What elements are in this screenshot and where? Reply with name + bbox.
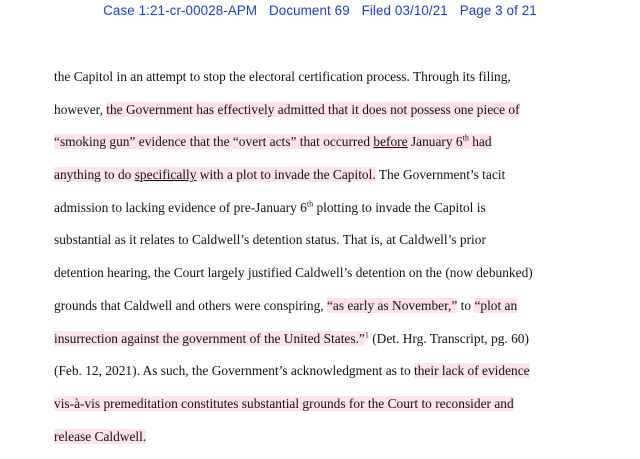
text-run: The Government’s tacit: [375, 167, 506, 183]
body-text: [54, 67, 584, 459]
underlined-text: specifically: [134, 167, 197, 183]
text-line: [54, 296, 584, 329]
text-run: “smoking gun” evidence that the “overt acts” that occurred: [54, 134, 374, 150]
highlighted-text: the Government has effectively admitted that it does not possess one piece of: [106, 101, 520, 117]
text-line: [54, 361, 584, 394]
highlighted-text: [54, 331, 365, 346]
case-number: Case 1:21-cr-00028-APM: [103, 3, 258, 18]
text-run: insurrection against the government of the United States.”: [54, 330, 365, 346]
highlighted-text: release Caldwell.: [54, 428, 147, 444]
highlighted-text: their lack of evidence: [414, 363, 530, 379]
text-run: detention hearing, the Court largely justified Caldwell’s detention on the (now debunked): [54, 265, 533, 281]
text-run: with a plot to invade the Capitol.: [196, 167, 376, 183]
text-line: [54, 67, 584, 100]
text-line: [54, 198, 584, 231]
text-line: [54, 230, 584, 263]
text-run: (Det. Hrg. Transcript, pg. 60): [368, 330, 529, 346]
footnote-marker: 1: [364, 330, 369, 340]
text-run: to: [457, 297, 475, 313]
text-run: the Capitol in an attempt to stop the electoral certification process. Through its filing,: [54, 69, 511, 84]
superscript: th: [306, 199, 314, 209]
underlined-text: before: [373, 134, 408, 150]
text-run: substantial as it relates to Caldwell’s detention status. That is, at Caldwell’s prior: [54, 232, 486, 248]
text-run: (Feb. 12, 2021). As such, the Government’s acknowledgment as to: [54, 363, 414, 379]
text-run: plotting to invade the Capitol is: [313, 199, 486, 215]
text-run: admission to lacking evidence of pre-January 6: [54, 199, 307, 215]
filed-date: Filed 03/10/21: [361, 3, 448, 18]
text-line: [54, 329, 584, 362]
text-line: [54, 394, 584, 427]
case-header: [0, 3, 640, 18]
text-run: had: [468, 134, 492, 150]
document-number: Document 69: [269, 3, 350, 18]
highlighted-text: “as early as November,”: [326, 297, 458, 313]
text-line: [54, 165, 584, 198]
superscript: th: [462, 133, 469, 143]
text-line: [54, 100, 584, 133]
text-run: January 6: [407, 134, 463, 150]
text-line: [54, 427, 584, 459]
text-run: grounds that Caldwell and others were conspiring,: [54, 297, 327, 313]
highlighted-text: [54, 134, 492, 149]
highlighted-text: “plot an: [474, 297, 518, 313]
highlighted-text: [54, 167, 376, 182]
text-run: anything to do: [54, 167, 135, 183]
text-line: [54, 132, 584, 165]
page-number: Page 3 of 21: [459, 3, 537, 18]
text-line: [54, 263, 584, 296]
highlighted-text: vis-à-vis premeditation constitutes substantial grounds for the Court to reconsider and: [54, 395, 514, 411]
text-run: however,: [54, 101, 107, 117]
